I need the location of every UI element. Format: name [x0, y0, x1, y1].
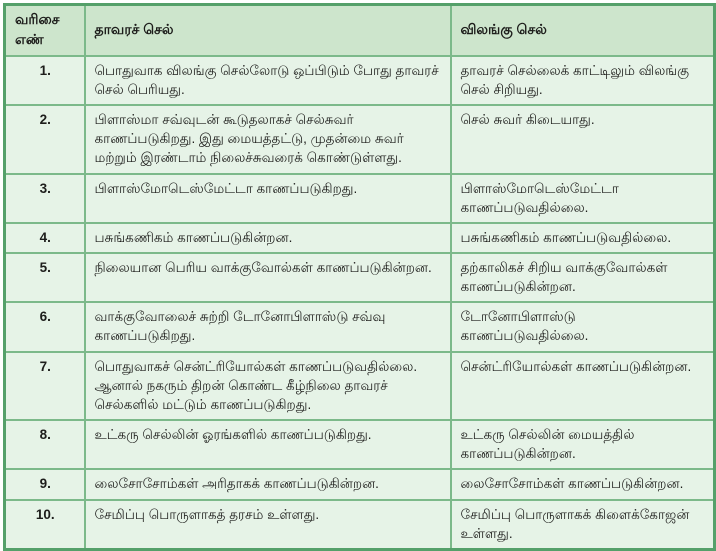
header-row — [5, 5, 715, 56]
plant-cell-text: சேமிப்பு பொருளாகத் தரசம் உள்ளது. — [85, 500, 451, 550]
animal-cell-text: டோனோபிளாஸ்டு காணப்படுவதில்லை. — [451, 302, 715, 351]
table-row — [5, 420, 715, 469]
animal-cell-text: சென்ட்ரியோல்கள் காணப்படுகின்றன. — [451, 352, 715, 420]
serial-number-cell: 8. — [5, 420, 85, 469]
animal-cell-text: செல் சுவர் கிடையாது. — [451, 105, 715, 173]
serial-number-cell: 2. — [5, 105, 85, 173]
serial-number-cell: 5. — [5, 253, 85, 302]
plant-animal-cell-comparison-table — [3, 3, 716, 551]
table-row — [5, 302, 715, 351]
serial-number-cell: 6. — [5, 302, 85, 351]
table-row — [5, 469, 715, 499]
table-row — [5, 174, 715, 223]
animal-cell-text: தற்காலிகச் சிறிய வாக்குவோல்கள் காணப்படுகின்றன. — [451, 253, 715, 302]
table-body — [5, 56, 715, 550]
table-row — [5, 352, 715, 420]
serial-number-cell: 4. — [5, 223, 85, 253]
animal-cell-text: பிளாஸ்மோடெஸ்மேட்டா காணப்படுவதில்லை. — [451, 174, 715, 223]
animal-cell-text: லைசோசோம்கள் காணப்படுகின்றன. — [451, 469, 715, 499]
plant-cell-text: வாக்குவோலைச் சுற்றி டோனோபிளாஸ்டு சவ்வு காணப்படுகிறது. — [85, 302, 451, 351]
animal-cell-text: உட்கரு செல்லின் மையத்தில் காணப்படுகின்றன. — [451, 420, 715, 469]
plant-cell-text: பொதுவாக விலங்கு செல்லோடு ஒப்பிடும் போது தாவரச் செல் பெரியது. — [85, 56, 451, 105]
plant-cell-text: நிலையான பெரிய வாக்குவோல்கள் காணப்படுகின்றன. — [85, 253, 451, 302]
serial-number-cell: 9. — [5, 469, 85, 499]
column-header-plant-cell: தாவரச் செல் — [85, 5, 451, 56]
serial-number-cell: 7. — [5, 352, 85, 420]
animal-cell-text: பசுங்கணிகம் காணப்படுவதில்லை. — [451, 223, 715, 253]
serial-number-cell: 10. — [5, 500, 85, 550]
plant-cell-text: பிளாஸ்மா சவ்வுடன் கூடுதலாகச் செல்சுவர் காணப்படுகிறது. இது மையத்தட்டு, முதன்மை சுவர் மற்றும் இரண்டாம் நிலைச்சுவரைக் கொண்டுள்ளது. — [85, 105, 451, 173]
plant-cell-text: பசுங்கணிகம் காணப்படுகின்றன. — [85, 223, 451, 253]
serial-number-cell: 3. — [5, 174, 85, 223]
table-row — [5, 500, 715, 550]
table-row — [5, 56, 715, 105]
serial-number-cell: 1. — [5, 56, 85, 105]
table-row — [5, 253, 715, 302]
animal-cell-text: சேமிப்பு பொருளாகக் கிளைக்கோஜன் உள்ளது. — [451, 500, 715, 550]
column-header-animal-cell: விலங்கு செல் — [451, 5, 715, 56]
animal-cell-text: தாவரச் செல்லைக் காட்டிலும் விலங்கு செல் சிறியது. — [451, 56, 715, 105]
plant-cell-text: பிளாஸ்மோடெஸ்மேட்டா காணப்படுகிறது. — [85, 174, 451, 223]
table-row — [5, 223, 715, 253]
plant-cell-text: லைசோசோம்கள் அரிதாகக் காணப்படுகின்றன. — [85, 469, 451, 499]
plant-cell-text: உட்கரு செல்லின் ஓரங்களில் காணப்படுகிறது. — [85, 420, 451, 469]
table-header — [5, 5, 715, 56]
plant-cell-text: பொதுவாகச் சென்ட்ரியோல்கள் காணப்படுவதில்லை. ஆனால் நகரும் திறன் கொண்ட கீழ்நிலை தாவரச் செல்களில் மட்டும் காணப்படுகிறது. — [85, 352, 451, 420]
column-header-serial-number: வரிசை எண் — [5, 5, 85, 56]
table-row — [5, 105, 715, 173]
